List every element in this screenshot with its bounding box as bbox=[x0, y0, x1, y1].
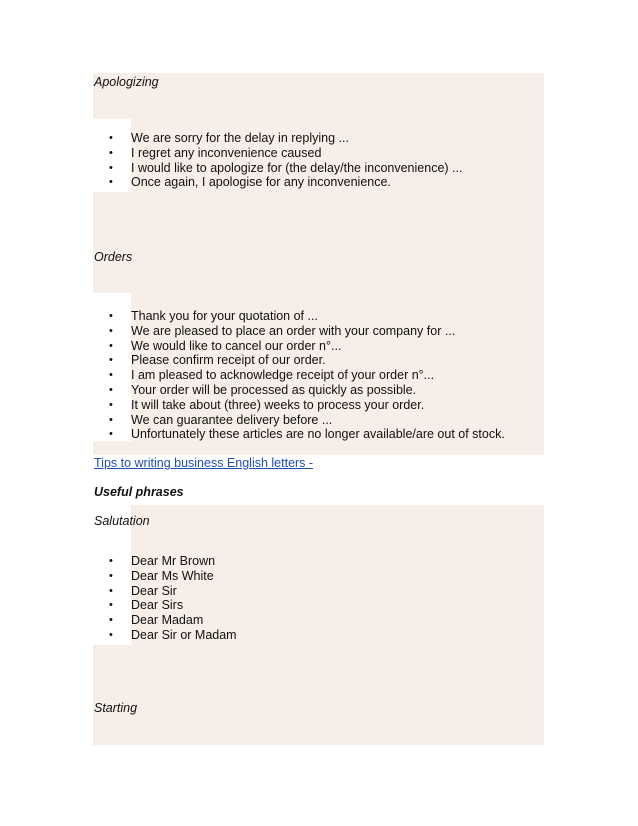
bullet-icon: • bbox=[109, 176, 113, 189]
panel-starting bbox=[93, 645, 544, 745]
bullet-icon: • bbox=[109, 146, 113, 159]
bullet-icon: • bbox=[109, 555, 113, 567]
bullet-icon: • bbox=[109, 324, 113, 337]
bullet-icon: • bbox=[109, 599, 113, 612]
bullet-icon: • bbox=[109, 383, 113, 396]
bullet-icon: • bbox=[109, 614, 113, 627]
section-title-starting: Starting bbox=[94, 701, 138, 715]
panel-apologizing bbox=[93, 73, 544, 119]
bullet-icon: • bbox=[109, 310, 113, 322]
apologizing-list bbox=[109, 131, 463, 190]
section-title-salutation: Salutation bbox=[94, 514, 150, 528]
bullet-icon: • bbox=[109, 628, 113, 641]
list-item: • Dear Ms White bbox=[109, 568, 214, 583]
panel-after-orders bbox=[93, 441, 544, 455]
list-item: • Dear Sir or Madam bbox=[109, 627, 237, 642]
section-title-apologizing: Apologizing bbox=[94, 75, 159, 89]
salutation-list bbox=[109, 554, 237, 643]
bullet-icon: • bbox=[109, 413, 113, 426]
list-item: • I would like to apologize for (the delay/the inconvenience) ... bbox=[109, 160, 463, 175]
list-item: • Please confirm receipt of our order. bbox=[109, 353, 326, 368]
bullet-icon: • bbox=[109, 161, 113, 174]
orders-list bbox=[109, 309, 505, 442]
list-item: • Dear Mr Brown bbox=[109, 554, 216, 568]
list-item: • Dear Sir bbox=[109, 583, 177, 598]
bullet-icon: • bbox=[109, 569, 113, 582]
bullet-icon: • bbox=[109, 132, 113, 144]
list-item: • Unfortunately these articles are no longer available/are out of stock. bbox=[109, 427, 505, 442]
bullet-icon: • bbox=[109, 354, 113, 367]
list-item: • Dear Madam bbox=[109, 613, 204, 628]
bullet-icon: • bbox=[109, 584, 113, 597]
section-title-orders: Orders bbox=[94, 250, 133, 264]
list-item: • We can guarantee delivery before ... bbox=[109, 412, 333, 427]
bullet-icon: • bbox=[109, 398, 113, 411]
list-item: • We are sorry for the delay in replying ... bbox=[109, 131, 349, 145]
list-item: • We are pleased to place an order with your company for ... bbox=[109, 323, 456, 338]
list-item: • I am pleased to acknowledge receipt of your order n°... bbox=[109, 368, 435, 383]
list-item: • I regret any inconvenience caused bbox=[109, 145, 322, 160]
list-item: • Once again, I apologise for any inconvenience. bbox=[109, 175, 391, 190]
list-item: • We would like to cancel our order n°... bbox=[109, 338, 342, 353]
list-item: • Thank you for your quotation of ... bbox=[109, 309, 318, 323]
list-item: • Your order will be processed as quickly as possible. bbox=[109, 382, 417, 397]
panel-orders bbox=[93, 192, 544, 293]
list-item: • It will take about (three) weeks to process your order. bbox=[109, 397, 425, 412]
useful-phrases-heading: Useful phrases bbox=[94, 485, 184, 499]
bullet-icon: • bbox=[109, 339, 113, 352]
bullet-icon: • bbox=[109, 428, 113, 441]
tips-link[interactable]: Tips to writing business English letters - bbox=[94, 456, 314, 470]
list-item: • Dear Sirs bbox=[109, 598, 184, 613]
bullet-icon: • bbox=[109, 369, 113, 382]
